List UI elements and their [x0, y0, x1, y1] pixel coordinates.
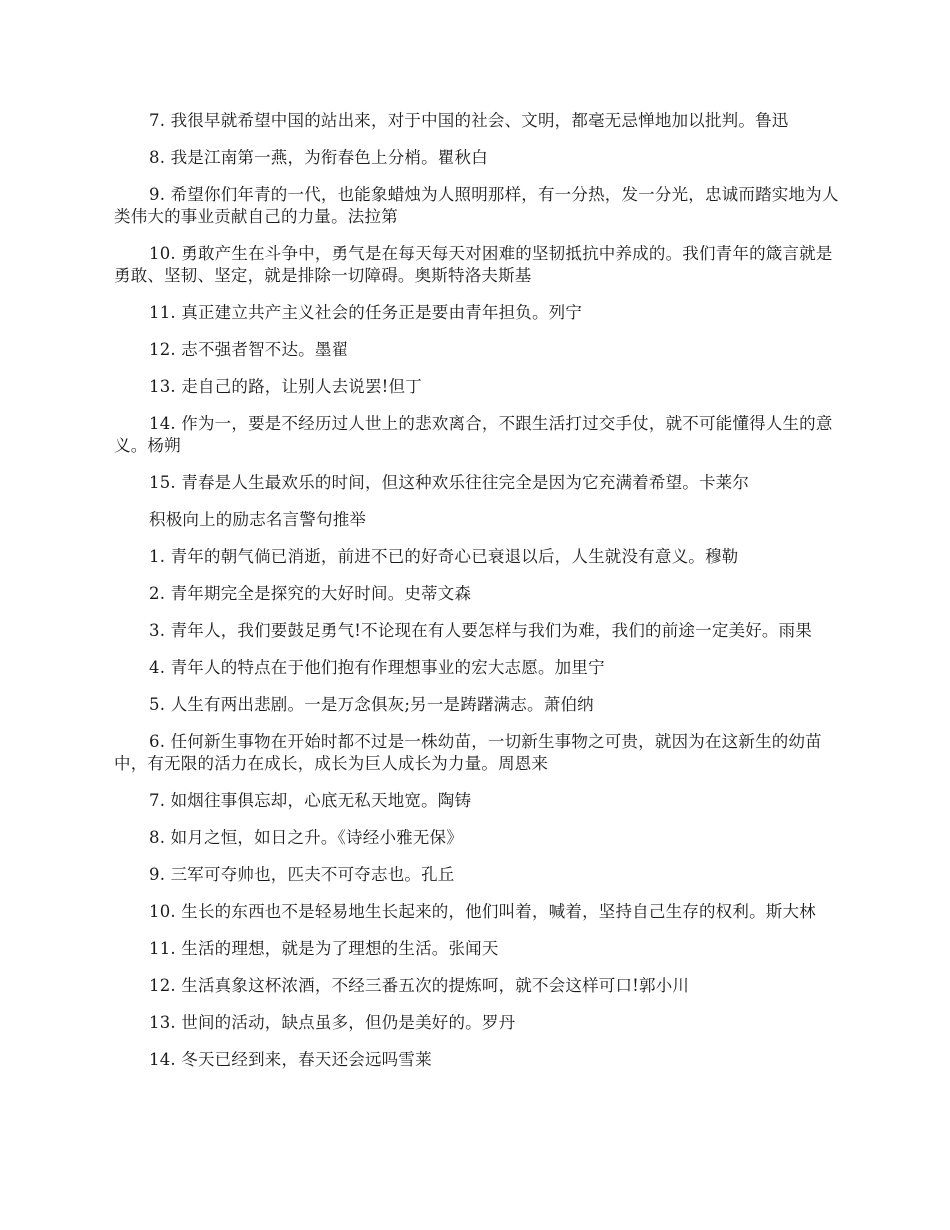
section-heading: 积极向上的励志名言警句推举 [149, 510, 367, 529]
quote-paragraph: 10. 勇敢产生在斗争中，勇气是在每天每天对困难的坚韧抵抗中养成的。我们青年的箴言就是勇敢、坚韧、坚定，就是排除一切障碍。奥斯特洛夫斯基 [114, 244, 833, 285]
document-page [114, 110, 840, 1086]
quote-paragraph: 12. 志不强者智不达。墨翟 [149, 340, 349, 359]
quote-paragraph: 5. 人生有两出悲剧。一是万念俱灰;另一是踌躇满志。萧伯纳 [149, 695, 594, 714]
quote-paragraph: 7. 如烟往事俱忘却，心底无私天地宽。陶铸 [149, 791, 472, 810]
quote-paragraph: 7. 我很早就希望中国的站出来，对于中国的社会、文明，都毫无忌惮地加以批判。鲁迅 [149, 111, 789, 130]
quote-paragraph: 10. 生长的东西也不是轻易地生长起来的，他们叫着，喊着，坚持自己生存的权利。斯大林 [149, 902, 816, 921]
quote-paragraph: 14. 冬天已经到来，春天还会远吗雪莱 [149, 1050, 432, 1069]
quote-paragraph: 8. 我是江南第一燕，为衔春色上分梢。瞿秋白 [149, 148, 488, 167]
quote-paragraph: 15. 青春是人生最欢乐的时间，但这种欢乐往往完全是因为它充满着希望。卡莱尔 [149, 473, 750, 492]
quote-paragraph: 13. 走自己的路，让别人去说罢!但丁 [149, 377, 422, 396]
quote-paragraph: 9. 三军可夺帅也，匹夫不可夺志也。孔丘 [149, 865, 455, 884]
quote-paragraph: 9. 希望你们年青的一代，也能象蜡烛为人照明那样，有一分热，发一分光，忠诚而踏实地为人类伟大的事业贡献自己的力量。法拉第 [114, 185, 839, 226]
quote-paragraph: 11. 生活的理想，就是为了理想的生活。张闻天 [149, 939, 499, 958]
quote-paragraph: 3. 青年人，我们要鼓足勇气!不论现在有人要怎样与我们为难，我们的前途一定美好。雨果 [149, 621, 813, 640]
quote-paragraph: 8. 如月之恒，如日之升。《诗经小雅无保》 [149, 828, 463, 847]
quote-paragraph: 12. 生活真象这杯浓酒，不经三番五次的提炼呵，就不会这样可口!郭小川 [149, 976, 690, 995]
quote-paragraph: 11. 真正建立共产主义社会的任务正是要由青年担负。列宁 [149, 303, 583, 322]
quote-paragraph: 14. 作为一，要是不经历过人世上的悲欢离合，不跟生活打过交手仗，就不可能懂得人生的意义。杨朔 [114, 414, 833, 455]
quote-paragraph: 6. 任何新生事物在开始时都不过是一株幼苗，一切新生事物之可贵，就因为在这新生的幼苗中，有无限的活力在成长，成长为巨人成长为力量。周恩来 [114, 732, 822, 773]
quote-paragraph: 13. 世间的活动，缺点虽多，但仍是美好的。罗丹 [149, 1013, 516, 1032]
quote-paragraph: 2. 青年期完全是探究的大好时间。史蒂文森 [149, 584, 472, 603]
quote-paragraph: 4. 青年人的特点在于他们抱有作理想事业的宏大志愿。加里宁 [149, 658, 605, 677]
quote-paragraph: 1. 青年的朝气倘已消逝，前进不已的好奇心已衰退以后，人生就没有意义。穆勒 [149, 547, 739, 566]
